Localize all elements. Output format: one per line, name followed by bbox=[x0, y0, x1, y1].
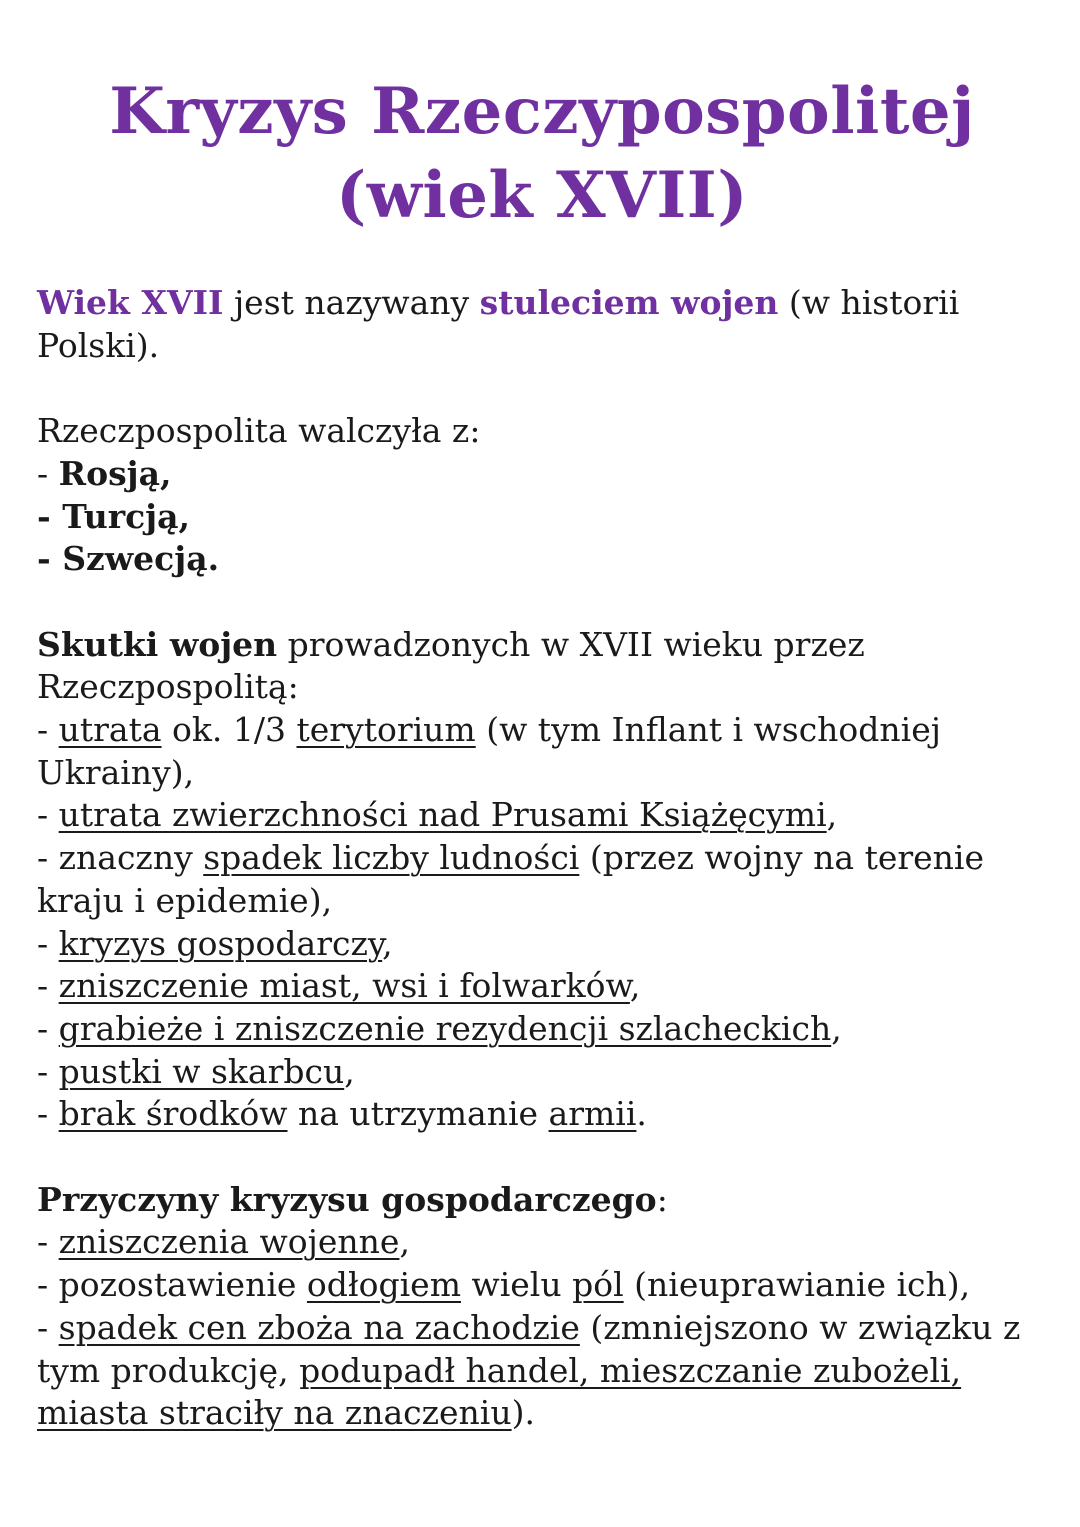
title-line-1: Kryzys Rzeczypospolitej bbox=[109, 74, 975, 149]
effect-item bbox=[37, 1051, 1047, 1094]
underlined-term: zniszczenie miast, wsi i folwarków bbox=[58, 966, 630, 1006]
effect-item bbox=[37, 923, 1047, 966]
dash: - bbox=[37, 966, 59, 1006]
underlined-term: spadek cen zboża na zachodzie bbox=[58, 1307, 580, 1347]
war-item-label: Rosją, bbox=[58, 453, 172, 493]
cause-item bbox=[37, 1264, 1047, 1307]
dash: - bbox=[37, 710, 59, 749]
effects-heading-rest: prowadzonych w XVII wieku przez Rzeczpospolitą: bbox=[37, 624, 865, 707]
effect-item bbox=[37, 965, 1047, 1008]
causes-heading bbox=[37, 1179, 1047, 1222]
underlined-term: pól bbox=[572, 1265, 624, 1305]
causes-heading-bold: Przyczyny kryzysu gospodarczego bbox=[37, 1179, 657, 1219]
document-page bbox=[37, 70, 1047, 1435]
wars-lead: Rzeczpospolita walczyła z: bbox=[37, 411, 481, 451]
underlined-term: utrata bbox=[58, 710, 162, 749]
intro-paragraph bbox=[37, 282, 1047, 367]
dash: - bbox=[37, 1265, 59, 1305]
dash: - bbox=[37, 453, 59, 493]
dash: - bbox=[37, 1094, 59, 1134]
item-text: , bbox=[629, 966, 641, 1006]
effect-item bbox=[37, 1093, 1047, 1136]
intro-term-century: Wiek XVII bbox=[37, 283, 224, 322]
page-title bbox=[37, 70, 1047, 238]
effect-item bbox=[37, 709, 1047, 794]
item-text: wielu bbox=[460, 1265, 573, 1305]
item-text: ). bbox=[511, 1393, 535, 1433]
intro-term-wars: stuleciem wojen bbox=[479, 283, 779, 322]
underlined-term: terytorium bbox=[296, 710, 476, 749]
title-line-2: (wiek XVII) bbox=[336, 158, 748, 233]
effect-item bbox=[37, 794, 1047, 837]
spacer bbox=[37, 581, 1047, 624]
item-text: , bbox=[382, 923, 393, 963]
dash: - bbox=[37, 1008, 59, 1048]
intro-text: jest nazywany bbox=[223, 283, 480, 322]
item-text: ok. 1/3 bbox=[161, 710, 297, 749]
spacer bbox=[37, 1136, 1047, 1179]
cause-item bbox=[37, 1307, 1047, 1435]
effects-heading bbox=[37, 624, 1047, 709]
intro-text-end: (w historii Polski). bbox=[37, 283, 960, 365]
underlined-term: odłogiem bbox=[306, 1265, 461, 1305]
war-item-turkey bbox=[37, 496, 1047, 539]
effect-item bbox=[37, 1008, 1047, 1051]
underlined-term: utrata zwierzchności nad Prusami Książęcymi bbox=[58, 795, 827, 835]
item-text: (w tym Inflant i wschodniej Ukrainy), bbox=[37, 710, 941, 792]
item-text: (zmniejszono w związku z tym produkcję, bbox=[37, 1307, 1021, 1390]
underlined-term: armii bbox=[548, 1094, 637, 1134]
underlined-term: brak środków bbox=[58, 1094, 288, 1134]
spacer bbox=[37, 367, 1047, 410]
underlined-term: kryzys gospodarczy bbox=[58, 923, 383, 963]
item-text: znaczny bbox=[58, 838, 204, 878]
cause-item bbox=[37, 1221, 1047, 1264]
war-item-label: Turcją, bbox=[62, 496, 190, 536]
underlined-term: zniszczenia wojenne bbox=[58, 1222, 400, 1262]
causes-heading-colon: : bbox=[656, 1179, 668, 1219]
dash: - bbox=[37, 923, 59, 963]
underlined-term: pustki w skarbcu bbox=[58, 1051, 345, 1091]
dash: - bbox=[37, 1051, 59, 1091]
item-text: . bbox=[636, 1094, 647, 1134]
item-text: (przez wojny na terenie kraju i epidemie), bbox=[37, 838, 984, 920]
dash: - bbox=[37, 795, 59, 835]
item-text: , bbox=[831, 1008, 842, 1048]
item-text: , bbox=[826, 795, 838, 835]
document-body bbox=[37, 282, 1047, 1435]
effect-item bbox=[37, 837, 1047, 922]
item-text: , bbox=[344, 1051, 355, 1091]
underlined-term: grabieże i zniszczenie rezydencji szlacheckich bbox=[58, 1008, 832, 1048]
item-text: (nieuprawianie ich), bbox=[623, 1265, 971, 1305]
dash: - bbox=[37, 838, 59, 878]
war-item-russia bbox=[37, 453, 1047, 496]
dash: - bbox=[37, 539, 63, 579]
item-text: , bbox=[399, 1222, 410, 1262]
item-text: na utrzymanie bbox=[287, 1094, 549, 1134]
item-text: pozostawienie bbox=[58, 1265, 307, 1305]
dash: - bbox=[37, 496, 63, 536]
underlined-term: podupadł handel, mieszczanie zubożeli, miasta straciły na znaczeniu bbox=[37, 1350, 962, 1433]
effects-heading-bold: Skutki wojen bbox=[37, 624, 278, 664]
war-item-label: Szwecją. bbox=[62, 539, 220, 579]
war-item-sweden bbox=[37, 538, 1047, 581]
underlined-term: spadek liczby ludności bbox=[203, 838, 580, 878]
dash: - bbox=[37, 1307, 59, 1347]
dash: - bbox=[37, 1222, 59, 1262]
